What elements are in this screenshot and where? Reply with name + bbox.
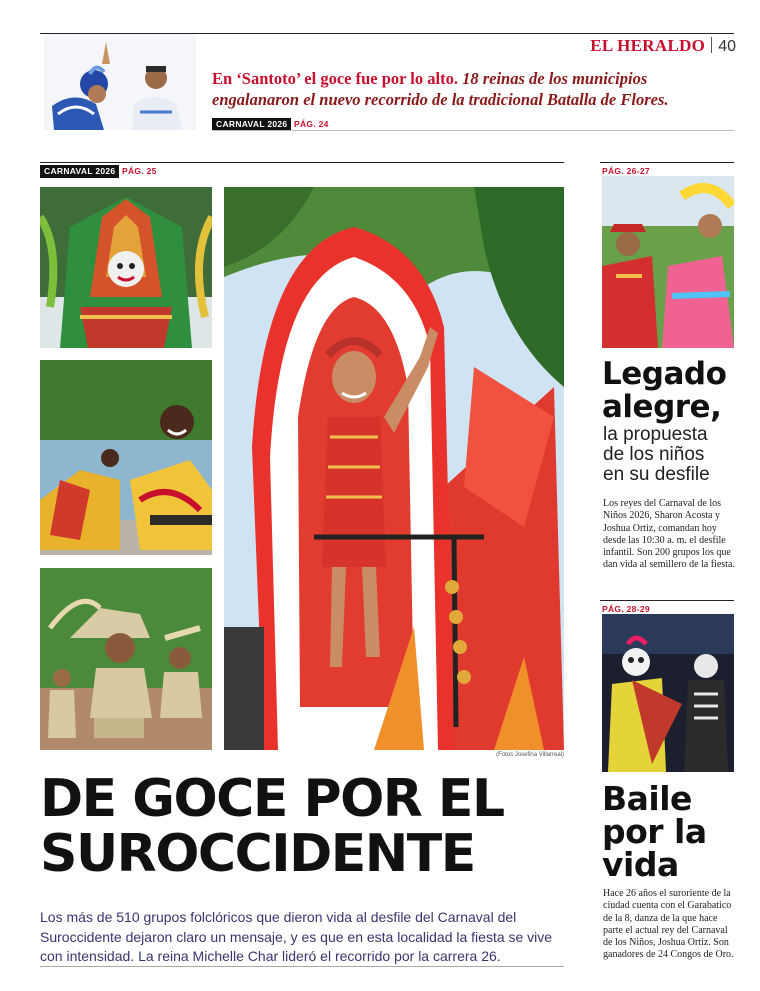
main-page-ref[interactable]: PÁG. 25 xyxy=(122,166,157,176)
teaser-photo xyxy=(44,34,196,130)
teaser-page-ref[interactable]: PÁG. 24 xyxy=(294,119,329,129)
sidebar2-title-line3: vida xyxy=(602,845,679,884)
photo-credit: (Fotos Josefina Villarreal) xyxy=(496,752,564,758)
sidebar1-subtitle-line3: en su desfile xyxy=(603,464,710,485)
main-headline-line1: DE GOCE POR EL xyxy=(40,769,504,829)
teaser-headline-lead: En ‘Santoto’ el goce fue por lo alto. xyxy=(212,69,458,88)
teaser-section-tag: CARNAVAL 2026 xyxy=(212,118,291,131)
main-deck: Los más de 510 grupos folclóricos que dieron vida al desfile del Carnaval del Suroccidente dejaron claro un mensaje, y es que en esta localidad la fiesta se vive con intensidad. La reina Michelle Char lideró el recorrido por la carrera 26. xyxy=(40,909,553,964)
masthead xyxy=(540,36,736,58)
main-headline-line2: SUROCCIDENTE xyxy=(40,824,475,884)
teaser-headline-rest: 18 reinas de los municipios engalanaron el nuevo recorrido de la tradicional Batalla de Flores. xyxy=(212,69,669,109)
sidebar1-title-line2: alegre, xyxy=(602,389,722,425)
main-section-tag: CARNAVAL 2026 xyxy=(40,165,119,178)
page-number: 40 xyxy=(718,38,736,55)
sidebar-top-rule xyxy=(600,162,734,163)
sidebar1-title-line1: Legado xyxy=(602,356,727,392)
sidebar1-body: Los reyes del Carnaval de los Niños 2026, Sharon Acosta y Joshua Ortiz, comandan hoy desde las 10:30 a. m. el desfile infantil. Son 200 grupos los que dan vida al semillero de la fiesta. xyxy=(603,498,735,571)
sidebar1-subtitle-line1: la propuesta xyxy=(603,424,708,445)
photo-children-kings xyxy=(602,176,734,348)
sidebar2-body: Hace 26 años el suroriente de la ciudad cuenta con el Garabatico de la 8, danza de la que hace parte el actual rey del Carnaval de los Niños, Joshua Ortiz. Son ganadores de 24 Congos de Oro. xyxy=(603,888,734,961)
sidebar2-title-line1: Baile xyxy=(602,779,692,818)
sidebar2-page-ref[interactable]: PÁG. 28-29 xyxy=(602,604,650,614)
photo-headdress-dancer xyxy=(40,187,212,348)
sidebar1-title xyxy=(602,358,736,424)
sidebar1-page-ref[interactable]: PÁG. 26-27 xyxy=(602,166,650,176)
photo-queen-michelle-char xyxy=(224,187,564,750)
photo-yellow-dancers xyxy=(40,360,212,555)
brand-name: EL HERALDO xyxy=(590,36,706,55)
photo-skull-dancers xyxy=(602,614,734,772)
main-headline xyxy=(40,769,570,884)
deck-bottom-rule xyxy=(40,966,564,967)
masthead-divider xyxy=(711,37,712,53)
sidebar2-title-line2: por la xyxy=(602,812,707,851)
sidebar-mid-rule xyxy=(600,600,734,601)
teaser-bottom-rule xyxy=(212,130,734,131)
sidebar1-subtitle xyxy=(603,425,737,485)
main-top-rule xyxy=(40,162,564,163)
sidebar1-subtitle-line2: de los niños xyxy=(603,444,705,465)
teaser-headline xyxy=(212,68,734,110)
sidebar2-title xyxy=(602,779,736,884)
photo-safari-dancers xyxy=(40,568,212,750)
